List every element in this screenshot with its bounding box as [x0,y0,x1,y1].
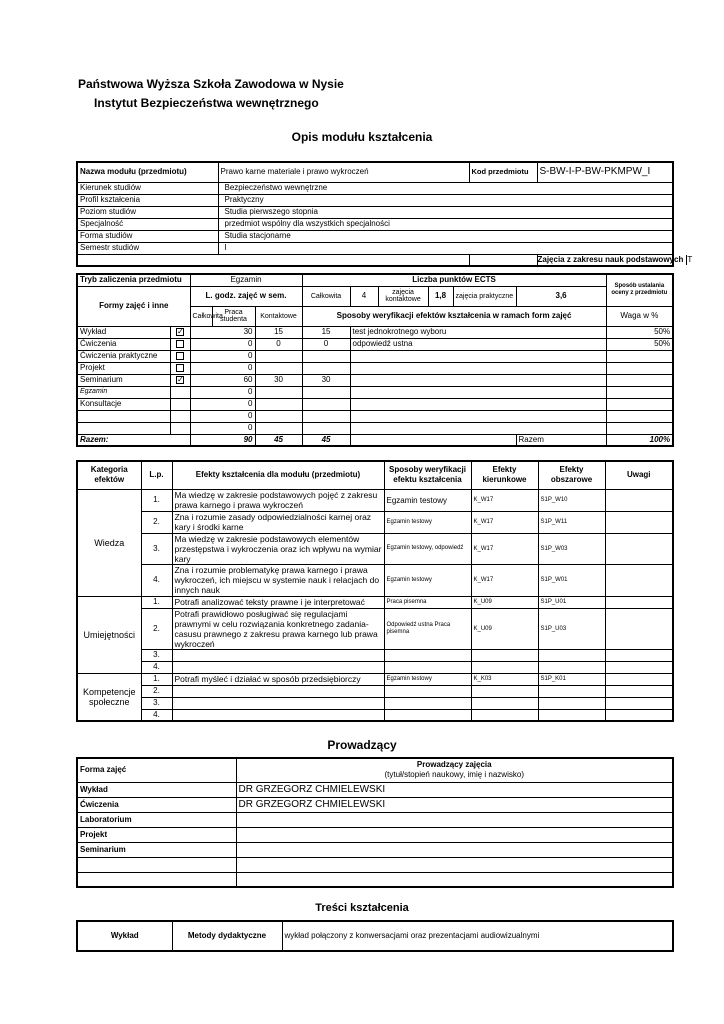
form-name: Seminarium [77,374,170,386]
effect-notes [605,533,673,564]
lecturers-table [76,757,674,888]
col-effects: Efekty kształcenia dla modułu (przedmiotu) [172,461,384,489]
effect-text: Ma wiedzę w zakresie podstawowych pojęć z zakresu prawa karnego i prawa wykroczeń [172,489,384,511]
institute-name: Instytut Bezpieczeństwa wewnętrznego [94,96,319,110]
hours-total: 0 [190,362,255,374]
module-code-value: S-BW-I-P-BW-PKMPW_I [537,162,673,182]
contents-table [76,920,674,952]
lecturer-form: Seminarium [77,842,236,857]
hours-student: 0 [255,338,302,350]
ects-practical: 3,6 [516,286,606,306]
hours-contact [302,362,350,374]
effect-lp: 3. [141,697,172,709]
hours-total: 60 [190,374,255,386]
lecturer-form: Laboratorium [77,812,236,827]
hours-row [77,386,673,398]
form-checkbox-cell [170,386,190,398]
hours-row [77,350,673,362]
effects-table [76,460,674,722]
effect-direction [471,685,538,697]
form-checkbox[interactable] [176,340,184,348]
effect-row [77,697,673,709]
effect-text [172,697,384,709]
weight-value [606,410,673,422]
module-row-label: Forma studiów [77,230,218,242]
lecturer-row [77,827,673,842]
lecturers-title: Prowadzący [327,738,397,752]
weight-value: 50% [606,338,673,350]
effect-verification [384,685,471,697]
effect-direction [471,697,538,709]
hours-row [77,338,673,350]
hours-student: 15 [255,326,302,338]
effect-verification [384,649,471,661]
hours-contact [302,386,350,398]
hours-student [255,386,302,398]
form-checkbox[interactable] [176,352,184,360]
effect-text [172,661,384,673]
hours-student [255,410,302,422]
effect-direction [471,649,538,661]
school-name: Państwowa Wyższa Szkoła Zawodowa w Nysie [78,77,344,91]
lecturer-form: Wykład [77,782,236,797]
effect-row [77,685,673,697]
col-lecturer-title: Prowadzący zajęcia [416,760,492,770]
contents-form: Wykład [77,921,172,951]
effect-lp: 4. [141,709,172,721]
verification-method: odpowiedź ustna [350,338,606,350]
col-lp: L.p. [141,461,172,489]
lecturer-form [77,857,236,872]
hours-row [77,398,673,410]
effect-verification [384,709,471,721]
module-row-label: Semestr studiów [77,242,218,254]
weight-value [606,362,673,374]
effect-notes [605,697,673,709]
effect-text: Zna i rozumie zasady odpowiedzialności karnej oraz kary i środki karne [172,511,384,533]
module-name-label: Nazwa modułu (przedmiotu) [77,162,218,182]
form-checkbox-cell [170,398,190,410]
effect-row [77,649,673,661]
effect-row [77,533,673,564]
effect-lp: 1. [141,673,172,685]
form-checkbox-cell [170,350,190,362]
effect-area [538,649,605,661]
razem-contact: 45 [302,434,350,446]
verification-method [350,350,606,362]
verification-method [350,386,606,398]
effect-area [538,709,605,721]
form-name [77,410,170,422]
lecturer-name [236,842,673,857]
razem-label-2: Razem [516,434,606,446]
razem-total: 90 [190,434,255,446]
effect-verification: Odpowiedź ustna Praca pisemna [384,608,471,649]
hours-student [255,350,302,362]
module-row-label: Kierunek studiów [77,182,218,194]
col-student-label: Praca studenta [212,306,255,326]
form-name: Konsultacje [77,398,170,410]
effect-area: S1P_K01 [538,673,605,685]
grading-method-label: Sposób ustalania oceny z przedmiotu [606,274,673,306]
effect-verification: Egzamin testowy [384,673,471,685]
effect-lp: 2. [141,511,172,533]
effect-verification: Egzamin testowy [384,564,471,596]
verification-method [350,422,606,434]
effect-area [538,661,605,673]
lecturer-row [77,872,673,887]
hours-row [77,326,673,338]
effect-verification [384,661,471,673]
effect-verification: Egzamin testowy [384,511,471,533]
col-contact-label: Kontaktowe [255,306,302,326]
effect-text: Potrafi prawidłowo posługiwać się regulacjami prawnymi w celu rozwiązania konkretnego zadania- casusu prawnego z zakresu prawa karnego lub prawa wykroczeń [172,608,384,649]
tryb-value: Egzamin [190,274,302,286]
effect-notes [605,489,673,511]
col-form: Forma zajęć [77,758,236,782]
effect-verification: Egzamin testowy [384,489,471,511]
effect-row [77,596,673,608]
effect-lp: 3. [141,649,172,661]
hours-total: 0 [190,350,255,362]
ects-label: Liczba punktów ECTS [302,274,606,286]
col-area-effects: Efekty obszarowe [538,461,605,489]
module-name-value: Prawo karne materiale i prawo wykroczeń [218,162,469,182]
verification-label: Sposoby weryfikacji efektów kształcenia w ramach form zajęć [302,306,606,326]
effect-direction: K_U09 [471,608,538,649]
weight-value [606,386,673,398]
effect-lp: 1. [141,596,172,608]
effect-direction: K_W17 [471,511,538,533]
tryb-label: Tryb zaliczenia przedmiotu [77,274,190,286]
effect-text: Potrafi analizować teksty prawne i je interpretować [172,596,384,608]
effect-notes [605,709,673,721]
col-direction-effects: Efekty kierunkowe [471,461,538,489]
verification-method: test jednokrotnego wyboru [350,326,606,338]
form-checkbox[interactable]: ✓ [177,374,184,384]
hours-row [77,374,673,386]
effect-row [77,608,673,649]
form-checkbox-cell [170,410,190,422]
hours-contact [302,422,350,434]
hours-contact: 30 [302,374,350,386]
lecturer-name [236,872,673,887]
effect-notes [605,596,673,608]
form-name: Projekt [77,362,170,374]
effect-area: S1P_W11 [538,511,605,533]
form-checkbox[interactable]: ✓ [177,326,184,336]
col-category: Kategoria efektów [77,461,141,489]
effect-area [538,685,605,697]
effect-notes [605,564,673,596]
effect-area: S1P_U01 [538,596,605,608]
basic-sciences-text: Zajęcia z zakresu nauk podstawowych [538,255,688,265]
effect-lp: 4. [141,661,172,673]
razem-weight: 100% [606,434,673,446]
module-row-label: Specjalność [77,218,218,230]
hours-student [255,422,302,434]
module-row-value: Bezpieczeństwo wewnętrzne [218,182,673,194]
effect-text: Potrafi myśleć i działać w sposób przedsiębiorczy [172,673,384,685]
hours-contact: 15 [302,326,350,338]
effect-notes [605,511,673,533]
effect-verification [384,697,471,709]
hours-contact [302,410,350,422]
hours-contact [302,350,350,362]
effect-lp: 1. [141,489,172,511]
col-notes: Uwagi [605,461,673,489]
effect-area [538,697,605,709]
effect-area: S1P_U03 [538,608,605,649]
ects-contact-label: zajęcia kontaktowe [378,286,428,306]
effect-row [77,511,673,533]
effect-category: Kompetencje społeczne [77,673,141,721]
hours-total: 0 [190,422,255,434]
effect-category: Umiejętności [77,596,141,673]
effect-direction [471,661,538,673]
hours-contact: 0 [302,338,350,350]
effect-notes [605,649,673,661]
effect-lp: 3. [141,533,172,564]
form-name [77,422,170,434]
effect-direction: K_U09 [471,596,538,608]
weight-value: 50% [606,326,673,338]
lecturer-row [77,842,673,857]
verification-method [350,374,606,386]
effect-text [172,685,384,697]
hours-row [77,410,673,422]
razem-label: Razem: [77,434,190,446]
verification-method [350,362,606,374]
form-checkbox-cell [170,374,190,386]
hours-contact [302,398,350,410]
module-info-table [76,161,693,267]
forms-label: Formy zajęć i inne [77,286,190,326]
lecturer-name [236,827,673,842]
effect-direction [471,709,538,721]
hours-total: 0 [190,398,255,410]
hours-total: 30 [190,326,255,338]
effect-area: S1P_W03 [538,533,605,564]
contents-methods-value: wykład połączony z konwersacjami oraz prezentacjami audiowizualnymi [282,921,673,951]
effect-area: S1P_W01 [538,564,605,596]
hours-row [77,422,673,434]
effect-lp: 2. [141,685,172,697]
lecturer-row [77,782,673,797]
form-checkbox-cell [170,338,190,350]
form-checkbox-cell [170,422,190,434]
module-row-value: I [218,242,673,254]
hours-total: 0 [190,338,255,350]
module-row-label: Profil kształcenia [77,194,218,206]
module-row-value: Studia pierwszego stopnia [218,206,673,218]
hours-total: 0 [190,386,255,398]
weight-value [606,374,673,386]
form-name: Wykład [77,326,170,338]
module-row-value: przedmiot wspólny dla wszystkich specjalności [218,218,673,230]
lecturer-form: Projekt [77,827,236,842]
razem-student: 45 [255,434,302,446]
effect-text [172,649,384,661]
effect-text: Ma wiedzę w zakresie podstawowych elementów przestępstwa i wykroczenia oraz ich wpływu na wymiar kary [172,533,384,564]
effect-row [77,673,673,685]
ects-total: 4 [350,286,378,306]
hours-student [255,362,302,374]
lecturer-row [77,857,673,872]
col-lecturer-subtitle: (tytuł/stopień naukowy, imię i nazwisko) [384,770,524,780]
page-title: Opis modułu kształcenia [291,130,433,144]
weight-label: Waga w % [606,306,673,326]
lecturer-name: DR GRZEGORZ CHMIELEWSKI [236,782,673,797]
effect-text: Zna i rozumie problematykę prawa karnego i prawa wykroczeń, ich miejscu w systemie nauk i relacjach do innych nauk [172,564,384,596]
module-code-label: Kod przedmiotu [469,162,537,182]
effect-row [77,709,673,721]
effect-notes [605,673,673,685]
ects-total-label: Całkowita [302,286,350,306]
hours-student: 30 [255,374,302,386]
form-checkbox-cell [170,326,190,338]
col-verification: Sposoby weryfikacji efektu kształcenia [384,461,471,489]
hours-row [77,362,673,374]
module-row-value: Praktyczny [218,194,673,206]
effect-notes [605,608,673,649]
module-row-label: Poziom studiów [77,206,218,218]
lecturer-name: DR GRZEGORZ CHMIELEWSKI [236,797,673,812]
form-checkbox-cell [170,362,190,374]
effect-lp: 4. [141,564,172,596]
contents-methods-label: Metody dydaktyczne [172,921,282,951]
lecturer-name [236,812,673,827]
verification-method [350,398,606,410]
form-name: Egzamin [77,386,170,398]
weight-value [606,398,673,410]
weight-value [606,350,673,362]
lecturer-row [77,797,673,812]
effect-row [77,489,673,511]
module-row-value: Studia stacjonarne [218,230,673,242]
form-name: Ćwiczenia praktyczne [77,350,170,362]
hours-table [76,273,674,447]
effect-notes [605,685,673,697]
col-total-label: Całkowita [190,306,212,326]
effect-direction: K_W17 [471,489,538,511]
ects-practical-label: zajęcia praktyczne [453,286,516,306]
lecturer-form: Ćwiczenia [77,797,236,812]
hours-student [255,398,302,410]
lecturer-form [77,872,236,887]
hours-sem-label: L. godz. zajęć w sem. [190,286,302,306]
effect-area: S1P_W10 [538,489,605,511]
form-name: Ćwiczenia [77,338,170,350]
effect-row [77,564,673,596]
effect-verification: Praca pisemna [384,596,471,608]
basic-sciences-value: T [687,254,693,264]
col-lecturer [236,758,673,782]
hours-total: 0 [190,410,255,422]
effect-category: Wiedza [77,489,141,596]
effect-direction: K_K03 [471,673,538,685]
effect-direction: K_W17 [471,564,538,596]
weight-value [606,422,673,434]
basic-sciences-label [469,254,537,266]
lecturer-name [236,857,673,872]
effect-lp: 2. [141,608,172,649]
effect-row [77,661,673,673]
verification-method [350,410,606,422]
form-checkbox[interactable] [176,364,184,372]
effect-direction: K_W17 [471,533,538,564]
effect-verification: Egzamin testowy, odpowiedź [384,533,471,564]
lecturer-row [77,812,673,827]
contents-title: Treści kształcenia [315,902,409,914]
ects-contact: 1,8 [428,286,453,306]
effect-notes [605,661,673,673]
effect-text [172,709,384,721]
